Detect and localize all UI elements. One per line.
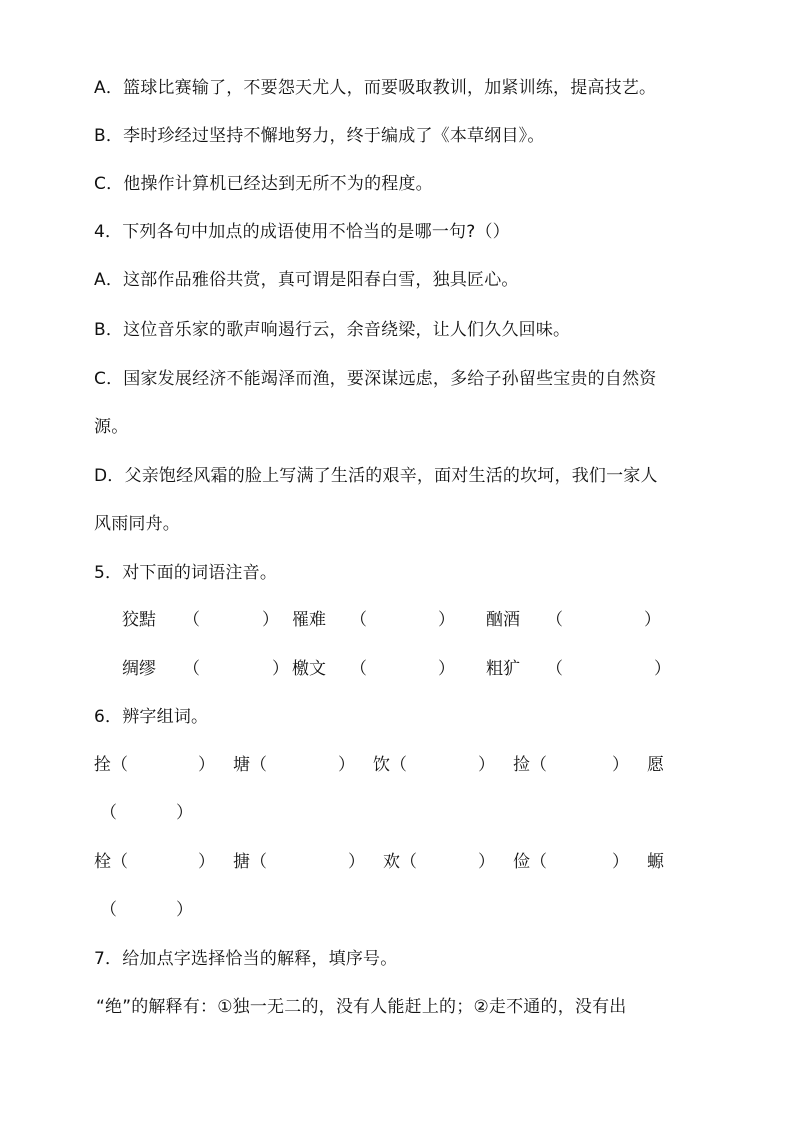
blank-close: ） (438, 610, 455, 630)
blank-close: ） (348, 852, 365, 872)
blank-close: ） (262, 610, 279, 630)
question-7: 7．给加点字选择恰当的解释，填序号。 (94, 949, 398, 969)
blank-open: （ (183, 659, 200, 679)
blank-open: （ (350, 659, 367, 679)
word-cuguang: 粗犷 (486, 659, 520, 679)
option-a-basketball: A．篮球比赛输了，不要怨天尤人，而要吸取教训，加紧训练，提高技艺。 (94, 78, 657, 98)
blank-close: ） (612, 852, 629, 872)
q4-option-d: D．父亲饱经风霜的脸上写满了生活的艰辛，面对生活的坎坷，我们一家人 (94, 466, 658, 486)
question-6: 6．辨字组词。 (94, 707, 209, 727)
blank-open: （ (350, 610, 367, 630)
char-tang2: 搪（ (233, 852, 267, 872)
blank-close: ） (338, 755, 355, 775)
char-shuan: 拴（ (94, 755, 128, 775)
word-xiwen: 檄文 (292, 659, 326, 679)
blank-close: ） (612, 755, 629, 775)
blank-open: （ (100, 803, 117, 823)
char-jian: 捡（ (513, 755, 547, 775)
blank-close: ） (198, 852, 215, 872)
blank-open: （ (546, 659, 563, 679)
blank-close: ） (644, 610, 661, 630)
word-xiaxia: 狡黠 (122, 610, 156, 630)
blank-close: ） (654, 659, 671, 679)
blank-close: ） (176, 900, 193, 920)
q4-option-b: B．这位音乐家的歌声响遏行云，余音绕梁，让人们久久回味。 (94, 320, 571, 340)
char-shuan2: 栓（ (94, 852, 128, 872)
word-chouMou: 绸缪 (122, 659, 156, 679)
char-yuan: 愿 (647, 755, 664, 775)
blank-close: ） (176, 803, 193, 823)
jue-explanation: “绝”的解释有：①独一无二的，没有人能赶上的；②走不通的，没有出 (96, 997, 627, 1017)
question-4: 4．下列各句中加点的成语使用不恰当的是哪一句?（） (94, 222, 510, 242)
q4-option-c-cont: 源。 (94, 417, 129, 437)
blank-open: （ (100, 900, 117, 920)
char-jian2: 俭（ (513, 852, 547, 872)
blank-open: （ (546, 610, 563, 630)
char-huan: 欢（ (383, 852, 417, 872)
q4-option-c: C．国家发展经济不能竭泽而渔，要深谋远虑，多给子孙留些宝贵的自然资 (94, 369, 657, 389)
q4-option-a: A．这部作品雅俗共赏，真可谓是阳春白雪，独具匠心。 (94, 270, 519, 290)
char-tang: 塘（ (233, 755, 267, 775)
blank-open: （ (183, 610, 200, 630)
q4-option-d-cont: 风雨同舟。 (94, 514, 180, 534)
blank-close: ） (198, 755, 215, 775)
word-linan: 罹难 (292, 610, 326, 630)
blank-close: ） (478, 755, 495, 775)
word-xujiu: 酗酒 (486, 610, 520, 630)
question-5: 5．对下面的词语注音。 (94, 563, 278, 583)
option-c-computer: C．他操作计算机已经达到无所不为的程度。 (94, 174, 433, 194)
blank-close: ） (272, 659, 289, 679)
char-yuan2: 螈 (647, 852, 664, 872)
char-yin: 饮（ (373, 755, 407, 775)
option-b-lishizhen: B．李时珍经过坚持不懈地努力，终于编成了《本草纲目》。 (94, 126, 545, 146)
blank-close: ） (438, 659, 455, 679)
blank-close: ） (478, 852, 495, 872)
